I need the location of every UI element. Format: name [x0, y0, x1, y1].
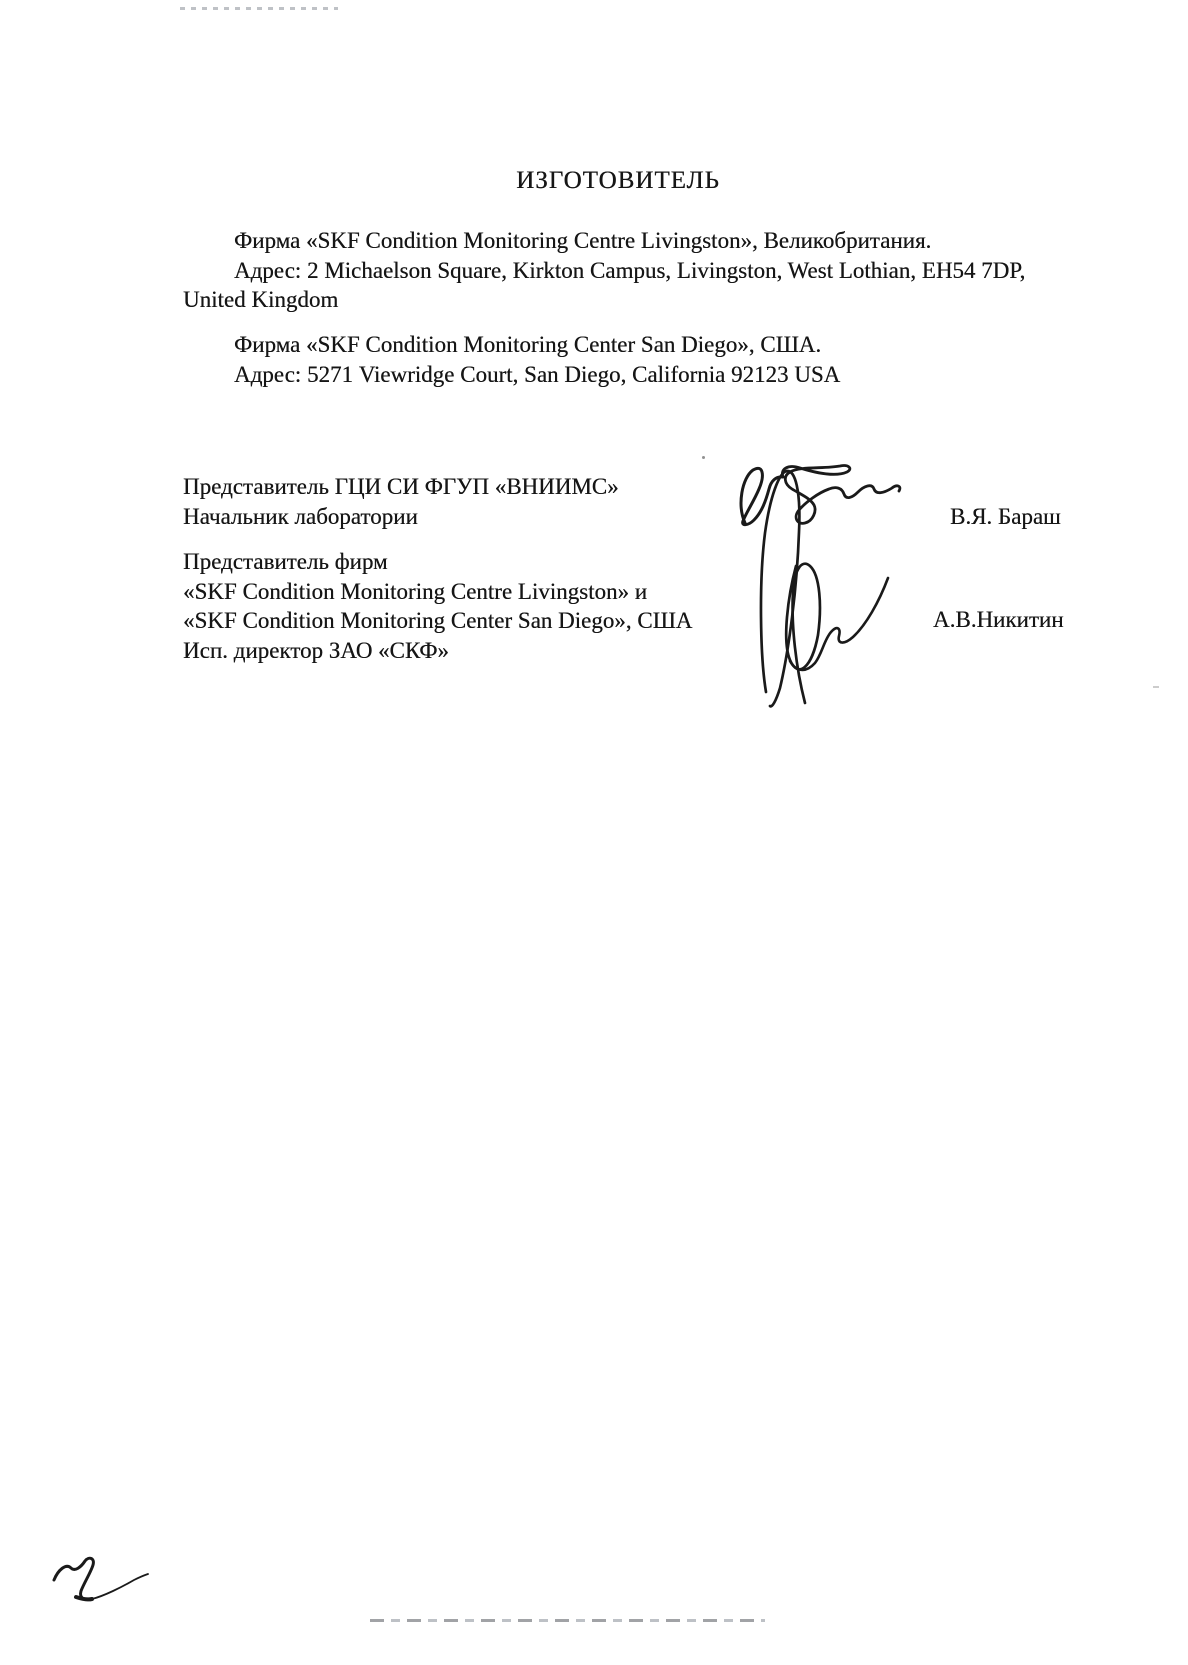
manufacturer-sandiego-address-line: Адрес: 5271 Viewridge Court, San Diego, California 92123 USA — [234, 361, 841, 387]
signatory-vniims-position-line: Начальник лаборатории — [183, 503, 418, 529]
manufacturer-livingston-address-line: Адрес: 2 Michaelson Square, Kirkton Campus, Livingston, West Lothian, EH54 7DP, — [234, 257, 1026, 283]
manufacturer-livingston-country-line: United Kingdom — [183, 287, 339, 313]
signatory-skf-position-line: Исп. директор ЗАО «СКФ» — [183, 637, 449, 663]
manufacturer-sandiego-firm-line: Фирма «SKF Condition Monitoring Center San Diego», США. — [234, 332, 822, 357]
signature-barash — [741, 466, 900, 525]
pen-mark-bottom-left — [54, 1558, 148, 1599]
manufacturer-livingston-firm-line: Фирма «SKF Condition Monitoring Centre Livingston», Великобритания. — [234, 228, 932, 253]
signatory-skf-firm2-line: «SKF Condition Monitoring Center San Diego», США — [183, 608, 693, 634]
signatory-vniims-role-line: Представитель ГЦИ СИ ФГУП «ВНИИМС» — [183, 474, 619, 499]
signatory-skf-role-line: Представитель фирм — [183, 549, 388, 574]
signature-nikitin — [761, 471, 888, 706]
page-title: ИЗГОТОВИТЕЛЬ — [516, 167, 720, 194]
signatory-name-barash: В.Я. Бараш — [950, 504, 1061, 529]
signatory-skf-firm1-line: «SKF Condition Monitoring Centre Livingston» и — [183, 578, 648, 604]
signatory-name-nikitin: А.В.Никитин — [933, 607, 1064, 632]
